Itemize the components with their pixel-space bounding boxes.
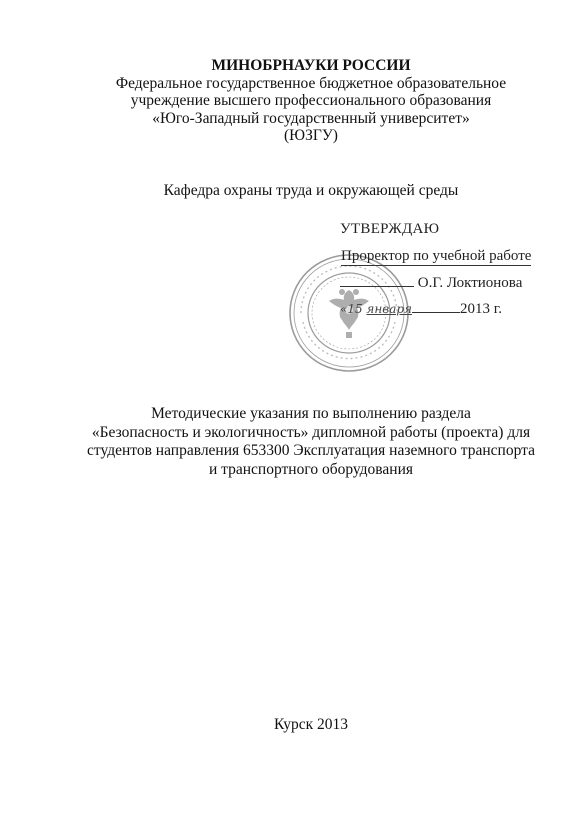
title-line-4: и транспортного оборудования bbox=[209, 460, 413, 478]
institution-line-2: учреждение высшего профессионального образования bbox=[130, 92, 492, 109]
approver-name: О.Г. Локтионова bbox=[417, 275, 523, 291]
title-line-1: Методические указания по выполнению раздела bbox=[151, 405, 471, 422]
university-abbreviation: (ЮЗГУ) bbox=[284, 127, 338, 144]
approver-position bbox=[341, 247, 531, 266]
signature-rule bbox=[340, 274, 414, 287]
document-title bbox=[0, 405, 579, 479]
title-line-3: студентов направления 653300 Эксплуатация наземного транспорта bbox=[87, 442, 535, 459]
document-header bbox=[0, 57, 579, 145]
approval-date-line bbox=[340, 300, 502, 319]
ministry-title: МИНОБРНАУКИ РОССИИ bbox=[211, 57, 411, 74]
approve-label: УТВЕРЖДАЮ bbox=[340, 221, 440, 237]
date-month: января bbox=[366, 302, 412, 316]
university-name: «Юго-Западный государственный университет» bbox=[152, 109, 470, 127]
title-line-2: «Безопасность и экологичность» дипломной работы (проекта) для bbox=[91, 423, 531, 441]
city-year: Курск 2013 bbox=[274, 716, 348, 733]
date-day: «15 bbox=[340, 302, 363, 316]
approver-position-text: Проректор по учебной работе bbox=[341, 248, 532, 264]
approver-signature-line bbox=[340, 274, 522, 293]
department-name: Кафедра охраны труда и окружающей среды bbox=[163, 182, 459, 199]
date-rule bbox=[412, 300, 460, 313]
date-year: 2013 г. bbox=[460, 301, 502, 317]
institution-line-1: Федеральное государственное бюджетное образовательное bbox=[115, 74, 507, 92]
